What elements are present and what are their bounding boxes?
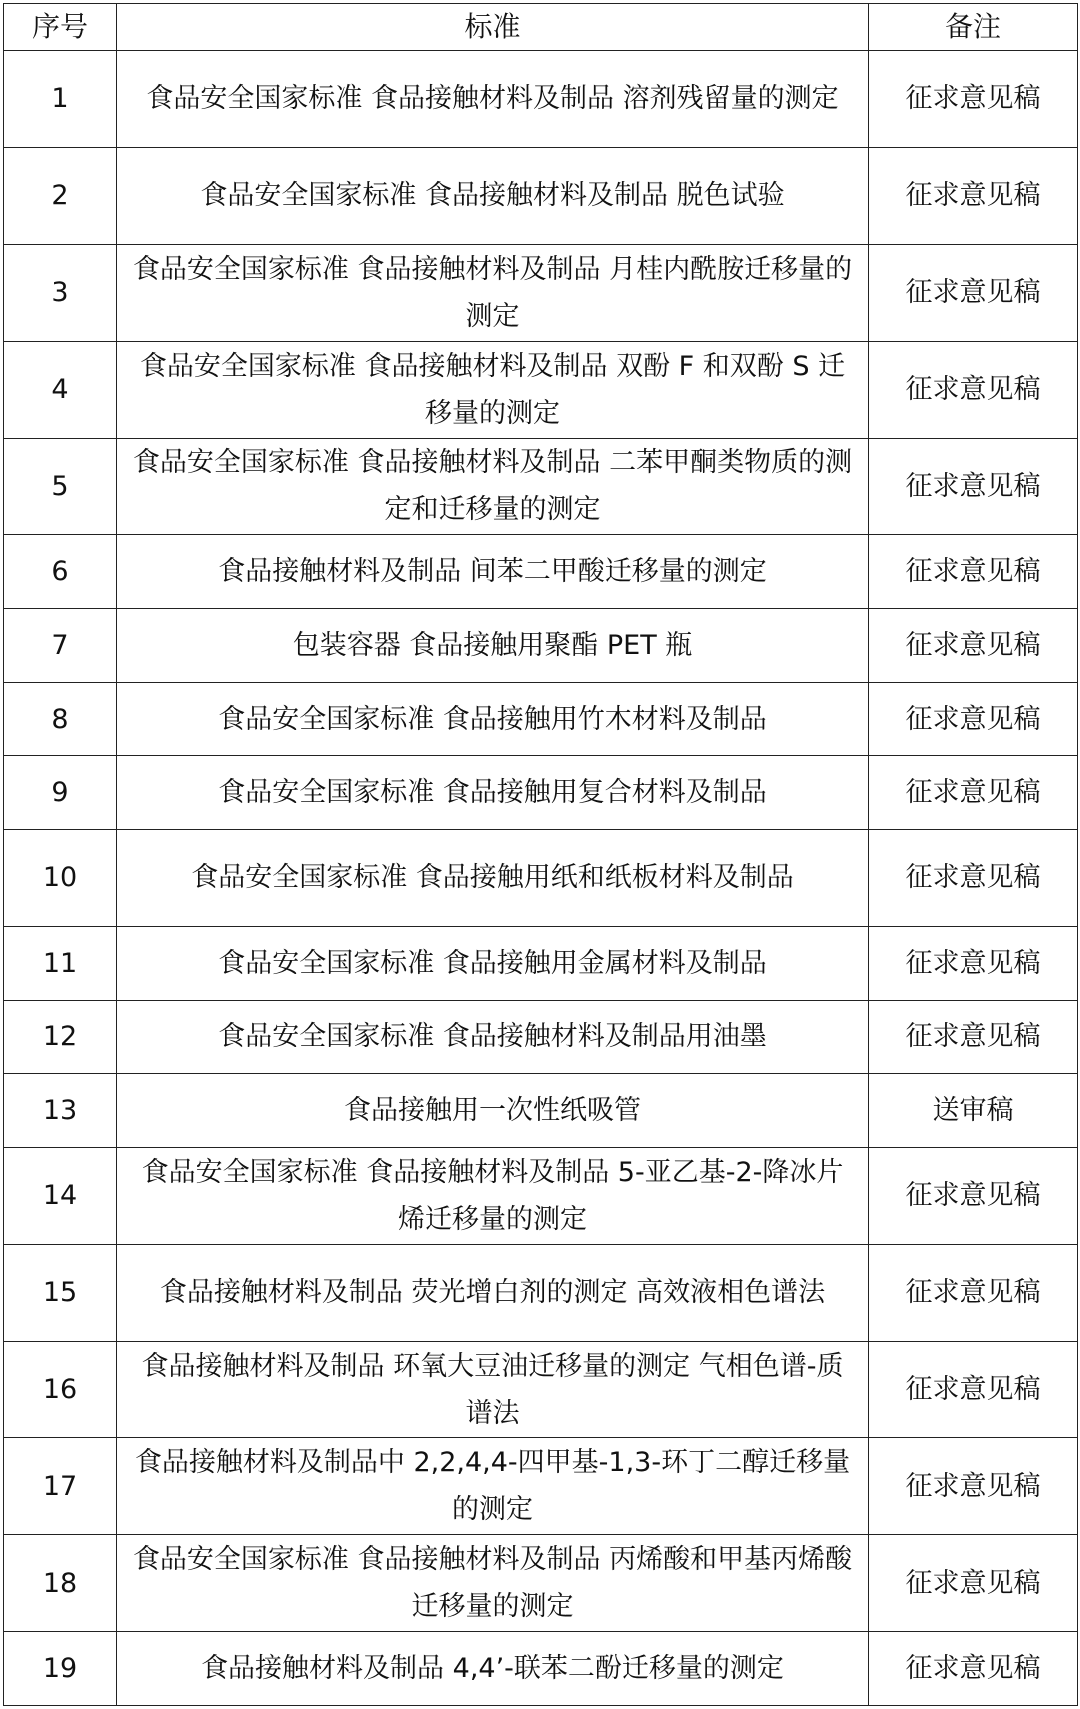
row-title: 食品安全国家标准 食品接触材料及制品 脱色试验: [117, 147, 869, 244]
table-row: [4, 682, 1078, 756]
table-row: [4, 341, 1078, 438]
row-seq: 2: [4, 147, 117, 244]
row-note: 征求意见稿: [869, 1632, 1078, 1706]
row-seq: 4: [4, 341, 117, 438]
row-title: 食品接触用一次性纸吸管: [117, 1074, 869, 1148]
table-row: [4, 926, 1078, 1000]
row-note: 征求意见稿: [869, 682, 1078, 756]
row-seq: 13: [4, 1074, 117, 1148]
row-note: 征求意见稿: [869, 244, 1078, 341]
row-seq: 7: [4, 609, 117, 683]
row-seq: 11: [4, 926, 117, 1000]
row-seq: 19: [4, 1632, 117, 1706]
row-seq: 8: [4, 682, 117, 756]
table-row: [4, 51, 1078, 148]
row-title: 食品接触材料及制品 4,4’-联苯二酚迁移量的测定: [117, 1632, 869, 1706]
table-row: [4, 756, 1078, 830]
row-title: 食品接触材料及制品 荧光增白剂的测定 高效液相色谱法: [117, 1244, 869, 1341]
standards-table: [3, 3, 1078, 1706]
row-seq: 17: [4, 1438, 117, 1535]
row-note: 征求意见稿: [869, 341, 1078, 438]
row-note: 征求意见稿: [869, 609, 1078, 683]
table-row: [4, 1341, 1078, 1438]
row-note: 征求意见稿: [869, 830, 1078, 927]
header-seq: 序号: [4, 4, 117, 51]
table-row: [4, 830, 1078, 927]
row-seq: 5: [4, 438, 117, 535]
row-note: 征求意见稿: [869, 1147, 1078, 1244]
header-note: 备注: [869, 4, 1078, 51]
table-row: [4, 1000, 1078, 1074]
table-row: [4, 1147, 1078, 1244]
table-row: [4, 1535, 1078, 1632]
row-note: 征求意见稿: [869, 1000, 1078, 1074]
row-title: 食品安全国家标准 食品接触材料及制品 丙烯酸和甲基丙烯酸迁移量的测定: [117, 1535, 869, 1632]
row-title: 食品接触材料及制品 环氧大豆油迁移量的测定 气相色谱-质谱法: [117, 1341, 869, 1438]
row-seq: 10: [4, 830, 117, 927]
table-row: [4, 1244, 1078, 1341]
header-standard: 标准: [117, 4, 869, 51]
row-seq: 12: [4, 1000, 117, 1074]
table-row: [4, 1632, 1078, 1706]
row-title: 食品安全国家标准 食品接触材料及制品 5-亚乙基-2-降冰片烯迁移量的测定: [117, 1147, 869, 1244]
table-row: [4, 438, 1078, 535]
row-note: 征求意见稿: [869, 1438, 1078, 1535]
row-note: 征求意见稿: [869, 535, 1078, 609]
row-title: 食品安全国家标准 食品接触用复合材料及制品: [117, 756, 869, 830]
row-note: 征求意见稿: [869, 51, 1078, 148]
row-title: 食品接触材料及制品 间苯二甲酸迁移量的测定: [117, 535, 869, 609]
row-seq: 16: [4, 1341, 117, 1438]
row-title: 食品安全国家标准 食品接触材料及制品 双酚 F 和双酚 S 迁移量的测定: [117, 341, 869, 438]
table-row: [4, 609, 1078, 683]
row-note: 征求意见稿: [869, 756, 1078, 830]
row-title: 食品安全国家标准 食品接触用竹木材料及制品: [117, 682, 869, 756]
row-note: 征求意见稿: [869, 926, 1078, 1000]
row-title: 包装容器 食品接触用聚酯 PET 瓶: [117, 609, 869, 683]
table-row: [4, 1074, 1078, 1148]
table-row: [4, 1438, 1078, 1535]
row-title: 食品安全国家标准 食品接触材料及制品 溶剂残留量的测定: [117, 51, 869, 148]
row-seq: 9: [4, 756, 117, 830]
row-note: 送审稿: [869, 1074, 1078, 1148]
row-note: 征求意见稿: [869, 147, 1078, 244]
row-title: 食品安全国家标准 食品接触用金属材料及制品: [117, 926, 869, 1000]
row-note: 征求意见稿: [869, 438, 1078, 535]
row-title: 食品安全国家标准 食品接触材料及制品 月桂内酰胺迁移量的测定: [117, 244, 869, 341]
row-seq: 6: [4, 535, 117, 609]
table-row: [4, 535, 1078, 609]
row-title: 食品接触材料及制品中 2,2,4,4-四甲基-1,3-环丁二醇迁移量的测定: [117, 1438, 869, 1535]
row-title: 食品安全国家标准 食品接触材料及制品 二苯甲酮类物质的测定和迁移量的测定: [117, 438, 869, 535]
row-note: 征求意见稿: [869, 1341, 1078, 1438]
row-title: 食品安全国家标准 食品接触用纸和纸板材料及制品: [117, 830, 869, 927]
row-title: 食品安全国家标准 食品接触材料及制品用油墨: [117, 1000, 869, 1074]
row-seq: 18: [4, 1535, 117, 1632]
table-row: [4, 244, 1078, 341]
table-header-row: [4, 4, 1078, 51]
row-note: 征求意见稿: [869, 1244, 1078, 1341]
row-seq: 3: [4, 244, 117, 341]
row-note: 征求意见稿: [869, 1535, 1078, 1632]
row-seq: 15: [4, 1244, 117, 1341]
row-seq: 1: [4, 51, 117, 148]
row-seq: 14: [4, 1147, 117, 1244]
table-row: [4, 147, 1078, 244]
